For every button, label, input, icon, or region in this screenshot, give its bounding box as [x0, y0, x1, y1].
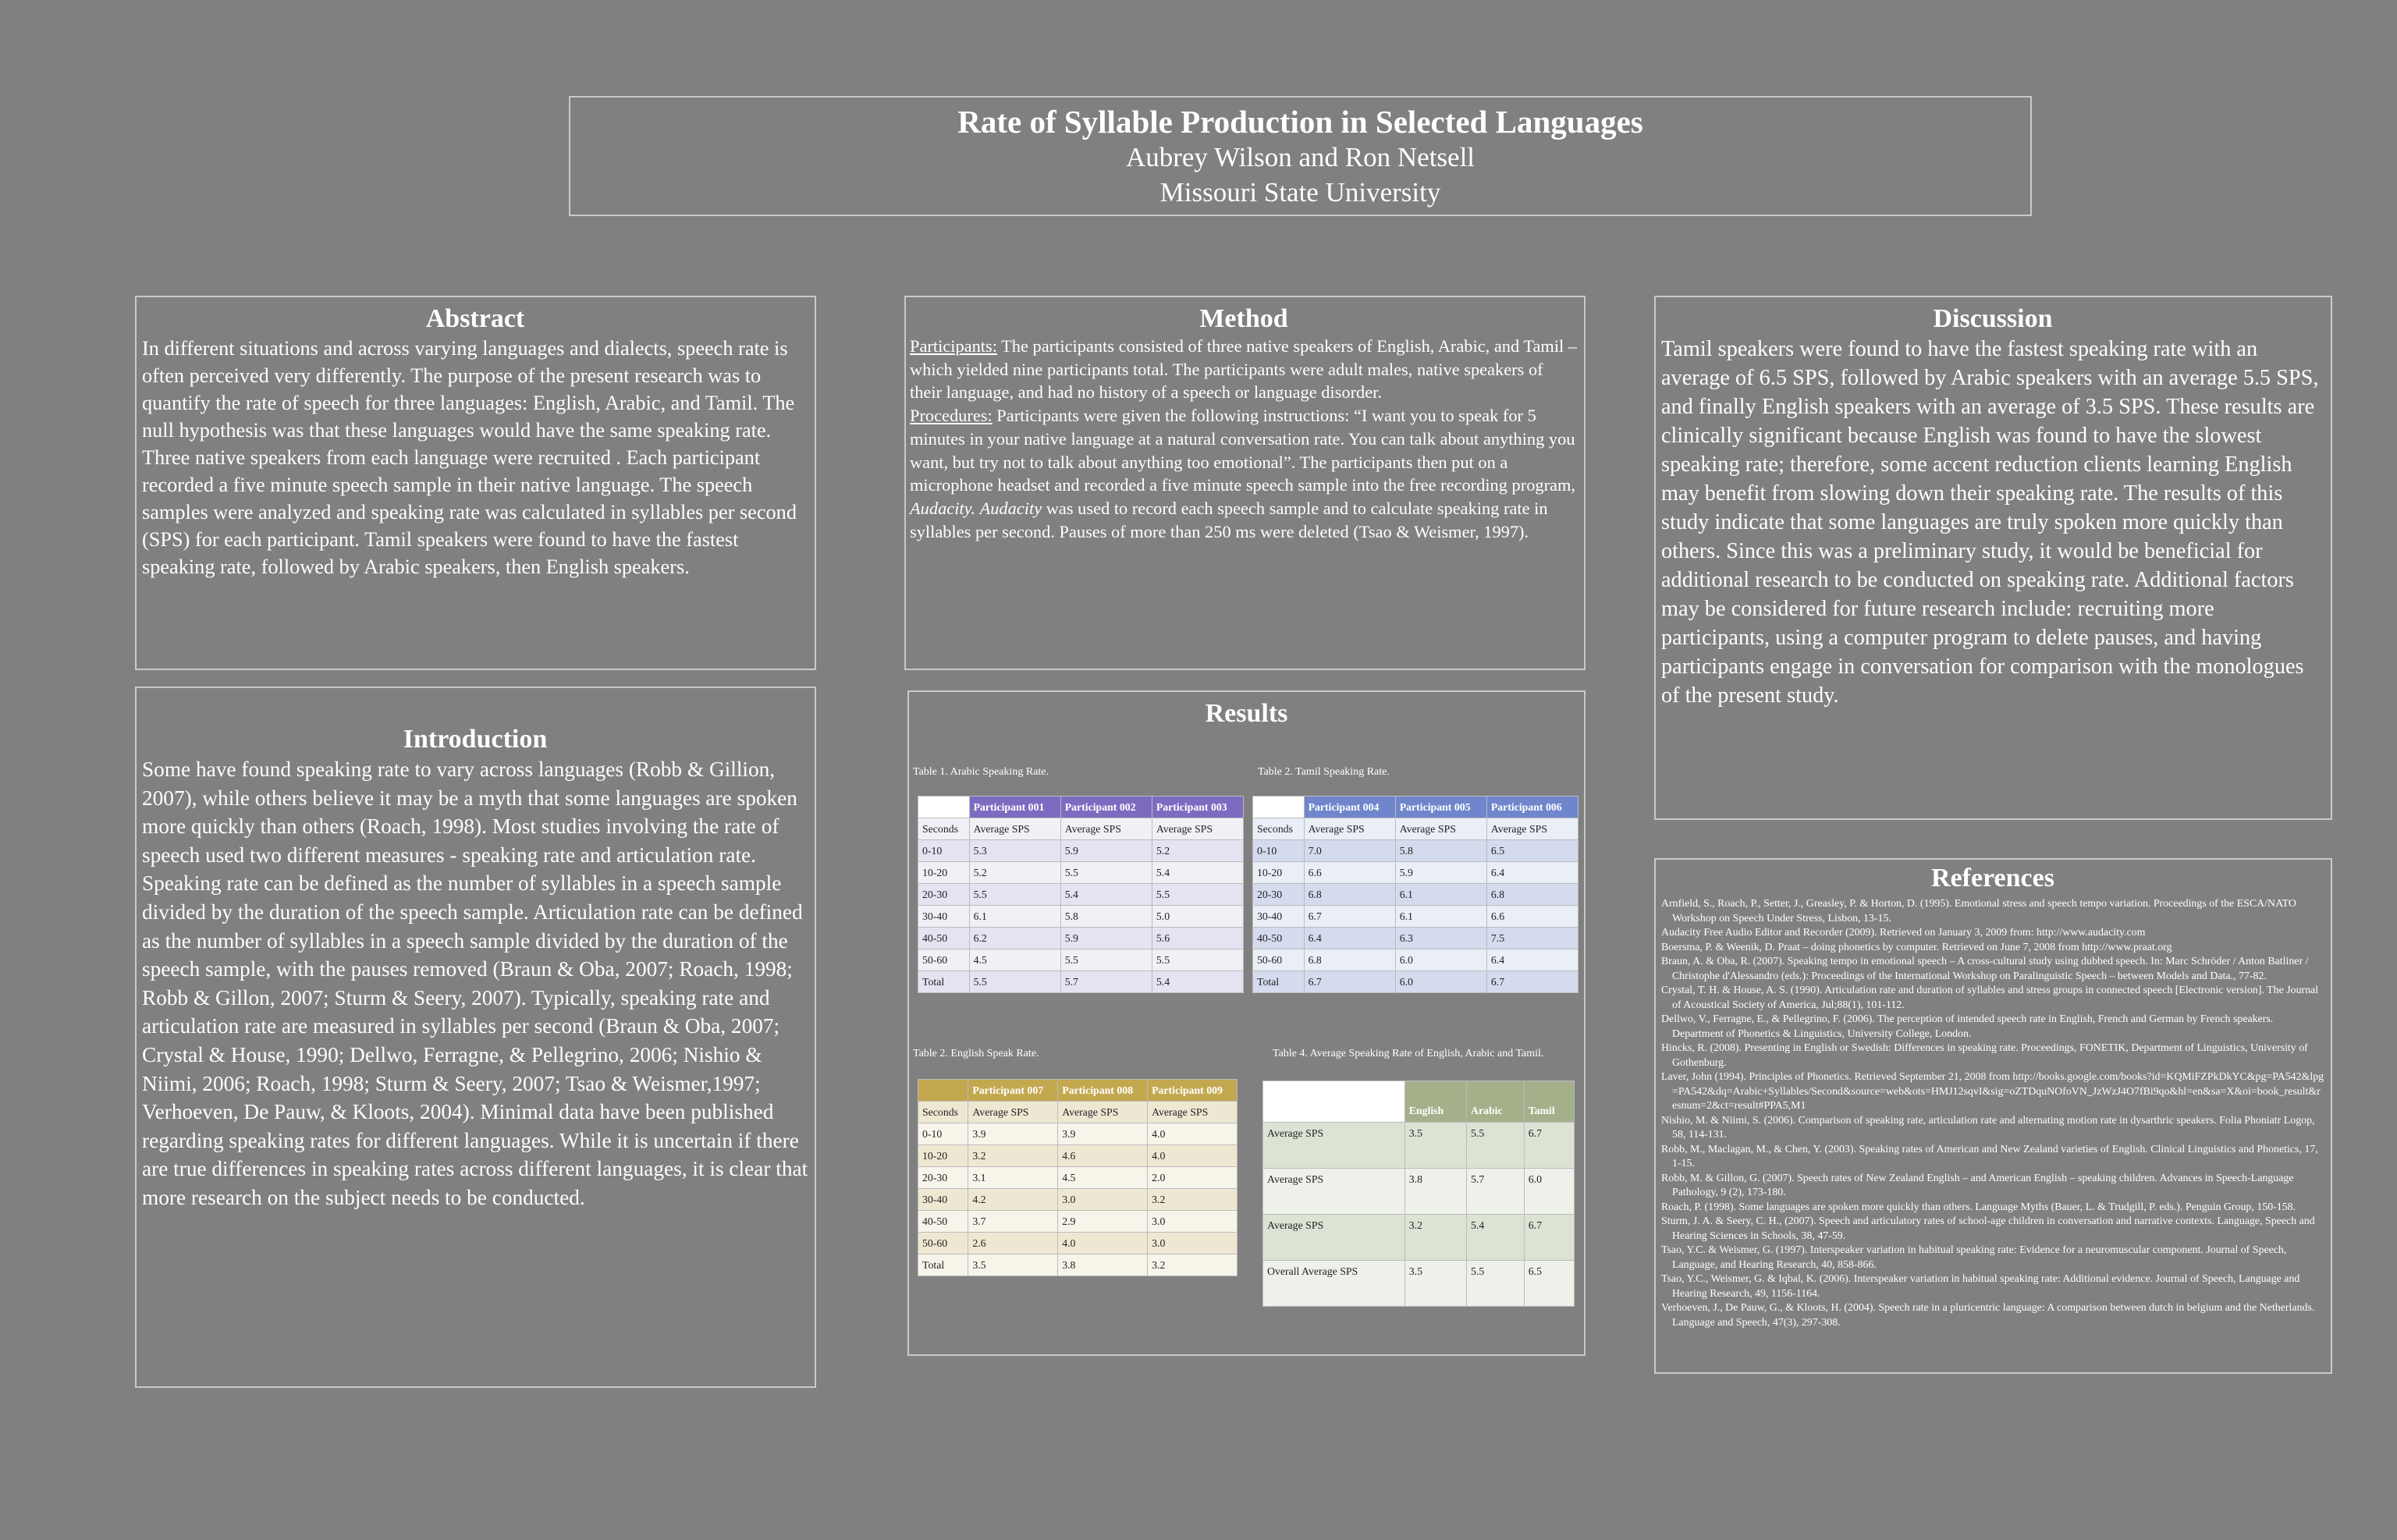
reference-item: Laver, John (1994). Principles of Phonetics. Retrieved September 21, 2008 from http://books.google.com/books?id=KQMiFZPkDkYC&pg=PA542&lpg=PA542&dq=Arabic+Syllables/Second&source=web&ots=HMJ12sqvI&sig=oZTDquNOfoVN_JzWzJ4O7fBi9qo&hl=en&sa=X&oi=book_result&resnum=2&ct=result#PPA5,M1: [1661, 1071, 2324, 1112]
table-cell: 6.0: [1395, 949, 1486, 971]
table-total-row: [1263, 1261, 1575, 1307]
participant-header: Participant 004: [1304, 797, 1395, 818]
table-corner-cell: [1263, 1081, 1405, 1123]
results-heading: Results: [1205, 699, 1288, 728]
avg-sps-header: Average SPS: [1304, 818, 1395, 840]
table-cell: 3.5: [1404, 1261, 1466, 1307]
table-cell: 3.2: [1148, 1189, 1238, 1211]
table-row: [918, 906, 1244, 928]
table-cell: 6.7: [1486, 971, 1578, 993]
table-cell: 6.7: [1524, 1215, 1574, 1261]
table-row: [918, 1167, 1238, 1189]
table-row: [1253, 862, 1578, 884]
participant-header: Participant 009: [1148, 1080, 1238, 1102]
seconds-header: Seconds: [918, 818, 970, 840]
reference-item: Robb, M., Maclagan, M., & Chen, Y. (2003). Speaking rates of American and New Zealand varieties of English. Clinical Linguistics and Phonetics, 17, 1-15.: [1661, 1143, 2318, 1169]
tamil-rate-table: [1252, 796, 1578, 993]
participant-header: Participant 003: [1152, 797, 1243, 818]
table-cell: 5.5: [1060, 949, 1152, 971]
table-row: [918, 840, 1244, 862]
avg-sps-header: Average SPS: [1058, 1102, 1148, 1123]
table-cell: Total: [1253, 971, 1305, 993]
table-cell: 5.7: [1466, 1169, 1524, 1215]
english-rate-table: [918, 1079, 1238, 1276]
table4-caption: Table 4. Average Speaking Rate of English, Arabic and Tamil.: [1273, 1048, 1544, 1059]
table-cell: 6.0: [1395, 971, 1486, 993]
table-cell: 5.4: [1466, 1215, 1524, 1261]
table-cell: 10-20: [918, 1145, 968, 1167]
discussion-section: [1654, 296, 2332, 820]
table-cell: 6.1: [969, 906, 1060, 928]
table-cell: 6.1: [1395, 906, 1486, 928]
table-cell: Total: [918, 1254, 968, 1276]
table-row: [918, 862, 1244, 884]
table-header-row: [1263, 1081, 1575, 1123]
table-cell: 6.5: [1524, 1261, 1574, 1307]
references-section: [1654, 858, 2332, 1374]
table-cell: Average SPS: [1263, 1169, 1405, 1215]
reference-item: Crystal, T. H. & House, A. S. (1990). Articulation rate and duration of syllables and stress groups in connected speech [Electronic version]. The Journal of Acoustical Society of America, Jul;88(1), 101-112.: [1661, 985, 2319, 1011]
table-cell: 5.5: [1152, 949, 1243, 971]
table-cell: 3.8: [1058, 1254, 1148, 1276]
table-cell: 6.6: [1304, 862, 1395, 884]
table-cell: 7.0: [1304, 840, 1395, 862]
table-header-row: [1253, 797, 1578, 818]
participant-header: Participant 007: [968, 1080, 1058, 1102]
table-row: [918, 949, 1244, 971]
table-cell: 5.5: [1152, 884, 1243, 906]
table-cell: 5.6: [1152, 928, 1243, 949]
avg-sps-header: Average SPS: [1152, 818, 1243, 840]
table-header-row: [918, 797, 1244, 818]
table-cell: 3.1: [968, 1167, 1058, 1189]
table1-caption: Table 1. Arabic Speaking Rate.: [913, 766, 1049, 778]
reference-item: Hincks, R. (2008). Presenting in English or Swedish: Differences in speaking rate. Proceedings, FONETIK, Department of Linguistics, University of Gothenburg.: [1661, 1042, 2308, 1069]
language-header: Arabic: [1466, 1081, 1524, 1123]
reference-item: Tsao, Y.C. & Weismer, G. (1997). Interspeaker variation in habitual speaking rate: Evidence for a neuromuscular component. Journal of Speech, Language, and Hearing Research, 40, 858-866.: [1661, 1244, 2287, 1271]
reference-item: Arnfield, S., Roach, P., Setter, J., Greasley, P. & Horton, D. (1995). Emotional stress and speech tempo variation. Proceedings of the ESCA/NATO Workshop on Speech Under Stress, Lisbon, 13-15.: [1661, 898, 2296, 924]
table-cell: 5.9: [1395, 862, 1486, 884]
table-row: [1263, 1215, 1575, 1261]
table-cell: 50-60: [918, 1233, 968, 1254]
procedures-text-1: Participants were given the following instructions: “I want you to speak for 5 minutes in your native language at a natural conversation rate. You can talk about anything you want, but try not to talk about anything too emotional”. The participants then put on a microphone headset and recorded a five minute speech sample into the free recording program,: [910, 406, 1575, 495]
table-row: [1263, 1169, 1575, 1215]
participant-header: Participant 006: [1486, 797, 1578, 818]
arabic-rate-table: [918, 796, 1244, 993]
table-subheader-row: [1253, 818, 1578, 840]
table-cell: 3.2: [1404, 1215, 1466, 1261]
table-total-row: [918, 971, 1244, 993]
participants-label: Participants:: [910, 336, 997, 356]
table-cell: 5.5: [1466, 1123, 1524, 1169]
table-row: [918, 1123, 1238, 1145]
table-cell: 3.2: [968, 1145, 1058, 1167]
language-header: English: [1404, 1081, 1466, 1123]
table-cell: 30-40: [918, 1189, 968, 1211]
table-cell: Overall Average SPS: [1263, 1261, 1405, 1307]
reference-item: Braun, A. & Oba, R. (2007). Speaking tempo in emotional speech – A cross-cultural study using dubbed speech. In: Marc Schröder / Anton Batliner / Christophe d'Alessandro (eds.): Proceedings of the International Workshop on Paralinguistic Speech – between Models and Data., 77-82.: [1661, 956, 2309, 982]
procedures-text-2: was used to record each speech sample and to calculate speaking rate in syllables per second. Pauses of more than 250 ms were deleted (Tsao & Weismer, 1997).: [910, 498, 1548, 541]
procedures-label: Procedures:: [910, 406, 993, 426]
table-total-row: [1253, 971, 1578, 993]
average-rate-table: [1262, 1080, 1575, 1307]
table-cell: 0-10: [918, 840, 970, 862]
abstract-section: [135, 296, 816, 670]
poster-title: Rate of Syllable Production in Selected Languages: [957, 104, 1643, 140]
table-cell: 0-10: [1253, 840, 1305, 862]
table-cell: 3.2: [1148, 1254, 1238, 1276]
reference-item: Roach, P. (1998). Some languages are spoken more quickly than others. Language Myths (Bauer, L. & Trudgill, P. eds.). Penguin Group, 150-158.: [1661, 1201, 2296, 1213]
table-cell: 2.9: [1058, 1211, 1148, 1233]
table-cell: 4.0: [1148, 1145, 1238, 1167]
table-cell: 6.8: [1304, 884, 1395, 906]
reference-item: Sturm, J. A. & Seery, C. H., (2007). Speech and articulatory rates of school-age children in conversation and narrative contexts. Language, Speech and Hearing Sciences in Schools, 38, 47-59.: [1661, 1215, 2315, 1242]
avg-sps-header: Average SPS: [1395, 818, 1486, 840]
table-cell: 5.3: [969, 840, 1060, 862]
table-cell: 5.7: [1060, 971, 1152, 993]
introduction-heading: Introduction: [403, 725, 548, 754]
table-corner-cell: [918, 797, 970, 818]
table-cell: 3.8: [1404, 1169, 1466, 1215]
table-cell: 6.7: [1304, 971, 1395, 993]
table-cell: 4.0: [1148, 1123, 1238, 1145]
table-cell: 6.4: [1486, 949, 1578, 971]
table-cell: 40-50: [918, 1211, 968, 1233]
table-cell: 2.6: [968, 1233, 1058, 1254]
method-text: [910, 335, 1578, 543]
table-cell: Average SPS: [1263, 1123, 1405, 1169]
reference-item: Robb, M. & Gillon, G. (2007). Speech rates of New Zealand English – and American English – speaking children. Advances in Speech-Language Pathology, 9 (2), 173-180.: [1661, 1172, 2294, 1198]
table-row: [918, 1233, 1238, 1254]
table-cell: 5.2: [969, 862, 1060, 884]
table-row: [1253, 840, 1578, 862]
table-cell: 6.0: [1524, 1169, 1574, 1215]
table-corner-cell: [918, 1080, 968, 1102]
table-cell: 5.8: [1060, 906, 1152, 928]
table-cell: 3.5: [968, 1254, 1058, 1276]
table-cell: 7.5: [1486, 928, 1578, 949]
method-section: [904, 296, 1586, 670]
table-cell: 30-40: [1253, 906, 1305, 928]
table-cell: 5.5: [969, 884, 1060, 906]
reference-item: Tsao, Y.C., Weismer, G. & Iqbal, K. (2006). Interspeaker variation in habitual speaking rate: Additional evidence. Journal of Speech, Language and Hearing Research, 49, 1156-1164.: [1661, 1273, 2300, 1300]
table-cell: 20-30: [918, 884, 970, 906]
table-cell: 6.2: [969, 928, 1060, 949]
table-row: [918, 1211, 1238, 1233]
table-cell: 30-40: [918, 906, 970, 928]
audacity-name-2: Audacity: [979, 498, 1042, 518]
table-cell: 5.0: [1152, 906, 1243, 928]
table-cell: 5.4: [1060, 884, 1152, 906]
table-cell: 10-20: [918, 862, 970, 884]
introduction-text: Some have found speaking rate to vary across languages (Robb & Gillion, 2007), while others believe it may be a myth that some languages are spoken more quickly than others (Roach, 1998). Most studies involving the rate of speech used two different measures - speaking rate and articulation rate. Speaking rate can be defined as the number of syllables in a speech sample divided by the duration of the speech sample. Articulation rate can be defined as the number of syllables in a speech sample divided by the duration of the speech sample, with the pauses removed (Braun & Oba, 2007; Roach, 1998; Robb & Gillon, 2007; Sturm & Seery, 2007). Typically, speaking rate and articulation rate are measured in syllables per second (Braun & Oba, 2007; Crystal & House, 1990; Dellwo, Ferragne, & Pellegrino, 2006; Nishio & Niimi, 2006; Roach, 1998; Sturm & Seery, 2007; Tsao & Weismer,1997; Verhoeven, De Pauw, & Kloots, 2004). Minimal data have been published regarding speaking rates for different languages. While it is uncertain if there are true differences in speaking rates across different languages, it is clear that more research on the subject needs to be conducted.: [142, 758, 808, 1209]
table-row: [918, 1189, 1238, 1211]
avg-sps-header: Average SPS: [1486, 818, 1578, 840]
reference-item: Nishio, M. & Niimi, S. (2006). Comparison of speaking rate, articulation rate and alternating motion rate in dysarthric speakers. Folia Phoniatr Logop, 58, 114-131.: [1661, 1114, 2315, 1141]
table-cell: 5.5: [969, 971, 1060, 993]
participant-header: Participant 001: [969, 797, 1060, 818]
discussion-text: Tamil speakers were found to have the fastest speaking rate with an average of 6.5 SPS, followed by Arabic speakers with an average 5.5 SPS, and finally English speakers with an average of 3.5 SPS. These results are clinically significant because English was found to have the slowest speaking rate; therefore, some accent reduction clients learning English may benefit from slowing down their speaking rate. The results of this study indicate that some languages are truly spoken more quickly than others. Since this was a preliminary study, it would be beneficial for additional research to be conducted on speaking rate. Additional factors may be considered for future research include: recruiting more participants, using a computer program to delete pauses, and having participants engage in conversation for comparison with the monologues of the present study.: [1661, 337, 2319, 708]
table-cell: 20-30: [1253, 884, 1305, 906]
participant-header: Participant 002: [1060, 797, 1152, 818]
table-cell: 3.7: [968, 1211, 1058, 1233]
abstract-text: In different situations and across varying languages and dialects, speech rate is often perceived very differently. The purpose of the present research was to quantify the rate of speech for three languages: English, Arabic, and Tamil. The null hypothesis was that these languages would have the same speaking rate. Three native speakers from each language were recruited . Each participant recorded a five minute speech sample in their native language. The speech samples were analyzed and speaking rate was calculated in syllables per second (SPS) for each participant. Tamil speakers were found to have the fastest speaking rate, followed by Arabic speakers, then English speakers.: [142, 337, 797, 578]
table-cell: 5.4: [1152, 862, 1243, 884]
table-cell: 50-60: [918, 949, 970, 971]
table-cell: 6.1: [1395, 884, 1486, 906]
method-heading: Method: [1199, 304, 1288, 333]
table-row: [918, 928, 1244, 949]
table-cell: 2.0: [1148, 1167, 1238, 1189]
avg-sps-header: Average SPS: [1148, 1102, 1238, 1123]
discussion-heading: Discussion: [1933, 304, 2053, 333]
abstract-heading: Abstract: [425, 304, 525, 333]
table-header-row: [918, 1080, 1238, 1102]
seconds-header: Seconds: [1253, 818, 1305, 840]
table-corner-cell: [1253, 797, 1305, 818]
table-cell: 3.0: [1148, 1211, 1238, 1233]
table-cell: 40-50: [1253, 928, 1305, 949]
table-cell: Average SPS: [1263, 1215, 1405, 1261]
table-cell: 6.7: [1524, 1123, 1574, 1169]
table-cell: 4.5: [1058, 1167, 1148, 1189]
table-row: [1263, 1123, 1575, 1169]
table-cell: 4.5: [969, 949, 1060, 971]
table-cell: 5.9: [1060, 840, 1152, 862]
seconds-header: Seconds: [918, 1102, 968, 1123]
table-cell: 6.3: [1395, 928, 1486, 949]
reference-item: Boersma, P. & Weenik, D. Praat – doing phonetics by computer. Retrieved on June 7, 2008 from http://www.praat.org: [1661, 941, 2172, 953]
results-section: [907, 690, 1586, 1356]
participant-header: Participant 005: [1395, 797, 1486, 818]
table-cell: Total: [918, 971, 970, 993]
reference-list: [1661, 897, 2324, 1330]
table-total-row: [918, 1254, 1238, 1276]
avg-sps-header: Average SPS: [1060, 818, 1152, 840]
avg-sps-header: Average SPS: [968, 1102, 1058, 1123]
table-row: [1253, 884, 1578, 906]
table-row: [918, 884, 1244, 906]
table-cell: 3.0: [1058, 1189, 1148, 1211]
table-cell: 6.8: [1486, 884, 1578, 906]
participants-text: The participants consisted of three native speakers of English, Arabic, and Tamil – which yielded nine participants total. The participants were adult males, native speakers of their language, and had no history of a speech or language disorder.: [910, 336, 1578, 403]
reference-item: Dellwo, V., Ferragne, E., & Pellegrino, F. (2006). The perception of intended speech rate in English, French and German by French speakers. Department of Phonetics & Linguistics, University College, London.: [1661, 1013, 2274, 1040]
table-cell: 6.4: [1486, 862, 1578, 884]
table-row: [1253, 928, 1578, 949]
audacity-name-1: Audacity.: [910, 498, 975, 518]
table-cell: 0-10: [918, 1123, 968, 1145]
table-cell: 50-60: [1253, 949, 1305, 971]
table-cell: 3.9: [968, 1123, 1058, 1145]
participant-header: Participant 008: [1058, 1080, 1148, 1102]
table-cell: 4.6: [1058, 1145, 1148, 1167]
introduction-section: [135, 687, 816, 1388]
table-cell: 4.2: [968, 1189, 1058, 1211]
title-banner: [569, 96, 2032, 216]
table-cell: 6.4: [1304, 928, 1395, 949]
table-cell: 5.2: [1152, 840, 1243, 862]
avg-sps-header: Average SPS: [969, 818, 1060, 840]
reference-item: Verhoeven, J., De Pauw, G., & Kloots, H. (2004). Speech rate in a pluricentric language: A comparison between dutch in belgium and the Netherlands. Language and Speech, 47(3), 297-308.: [1661, 1302, 2315, 1329]
table-cell: 5.9: [1060, 928, 1152, 949]
table-cell: 5.8: [1395, 840, 1486, 862]
references-heading: References: [1931, 864, 2054, 892]
table-row: [1253, 906, 1578, 928]
table2-caption: Table 2. Tamil Speaking Rate.: [1258, 766, 1390, 778]
reference-item: Audacity Free Audio Editor and Recorder (2009). Retrieved on January 3, 2009 from: http://www.audacity.com: [1661, 927, 2146, 939]
table-subheader-row: [918, 1102, 1238, 1123]
table-cell: 5.4: [1152, 971, 1243, 993]
table-cell: 5.5: [1060, 862, 1152, 884]
table-cell: 4.0: [1058, 1233, 1148, 1254]
table-cell: 6.7: [1304, 906, 1395, 928]
table-cell: 3.5: [1404, 1123, 1466, 1169]
table-subheader-row: [918, 818, 1244, 840]
table-cell: 20-30: [918, 1167, 968, 1189]
table-cell: 40-50: [918, 928, 970, 949]
poster-institution: Missouri State University: [1159, 177, 1441, 208]
table-cell: 5.5: [1466, 1261, 1524, 1307]
table-cell: 6.5: [1486, 840, 1578, 862]
table-cell: 6.8: [1304, 949, 1395, 971]
table-cell: 3.0: [1148, 1233, 1238, 1254]
poster-authors: Aubrey Wilson and Ron Netsell: [1125, 142, 1475, 172]
language-header: Tamil: [1524, 1081, 1574, 1123]
table-cell: 3.9: [1058, 1123, 1148, 1145]
table-row: [918, 1145, 1238, 1167]
table-cell: 10-20: [1253, 862, 1305, 884]
table-cell: 6.6: [1486, 906, 1578, 928]
table-row: [1253, 949, 1578, 971]
table3-caption: Table 2. English Speak Rate.: [913, 1048, 1039, 1059]
